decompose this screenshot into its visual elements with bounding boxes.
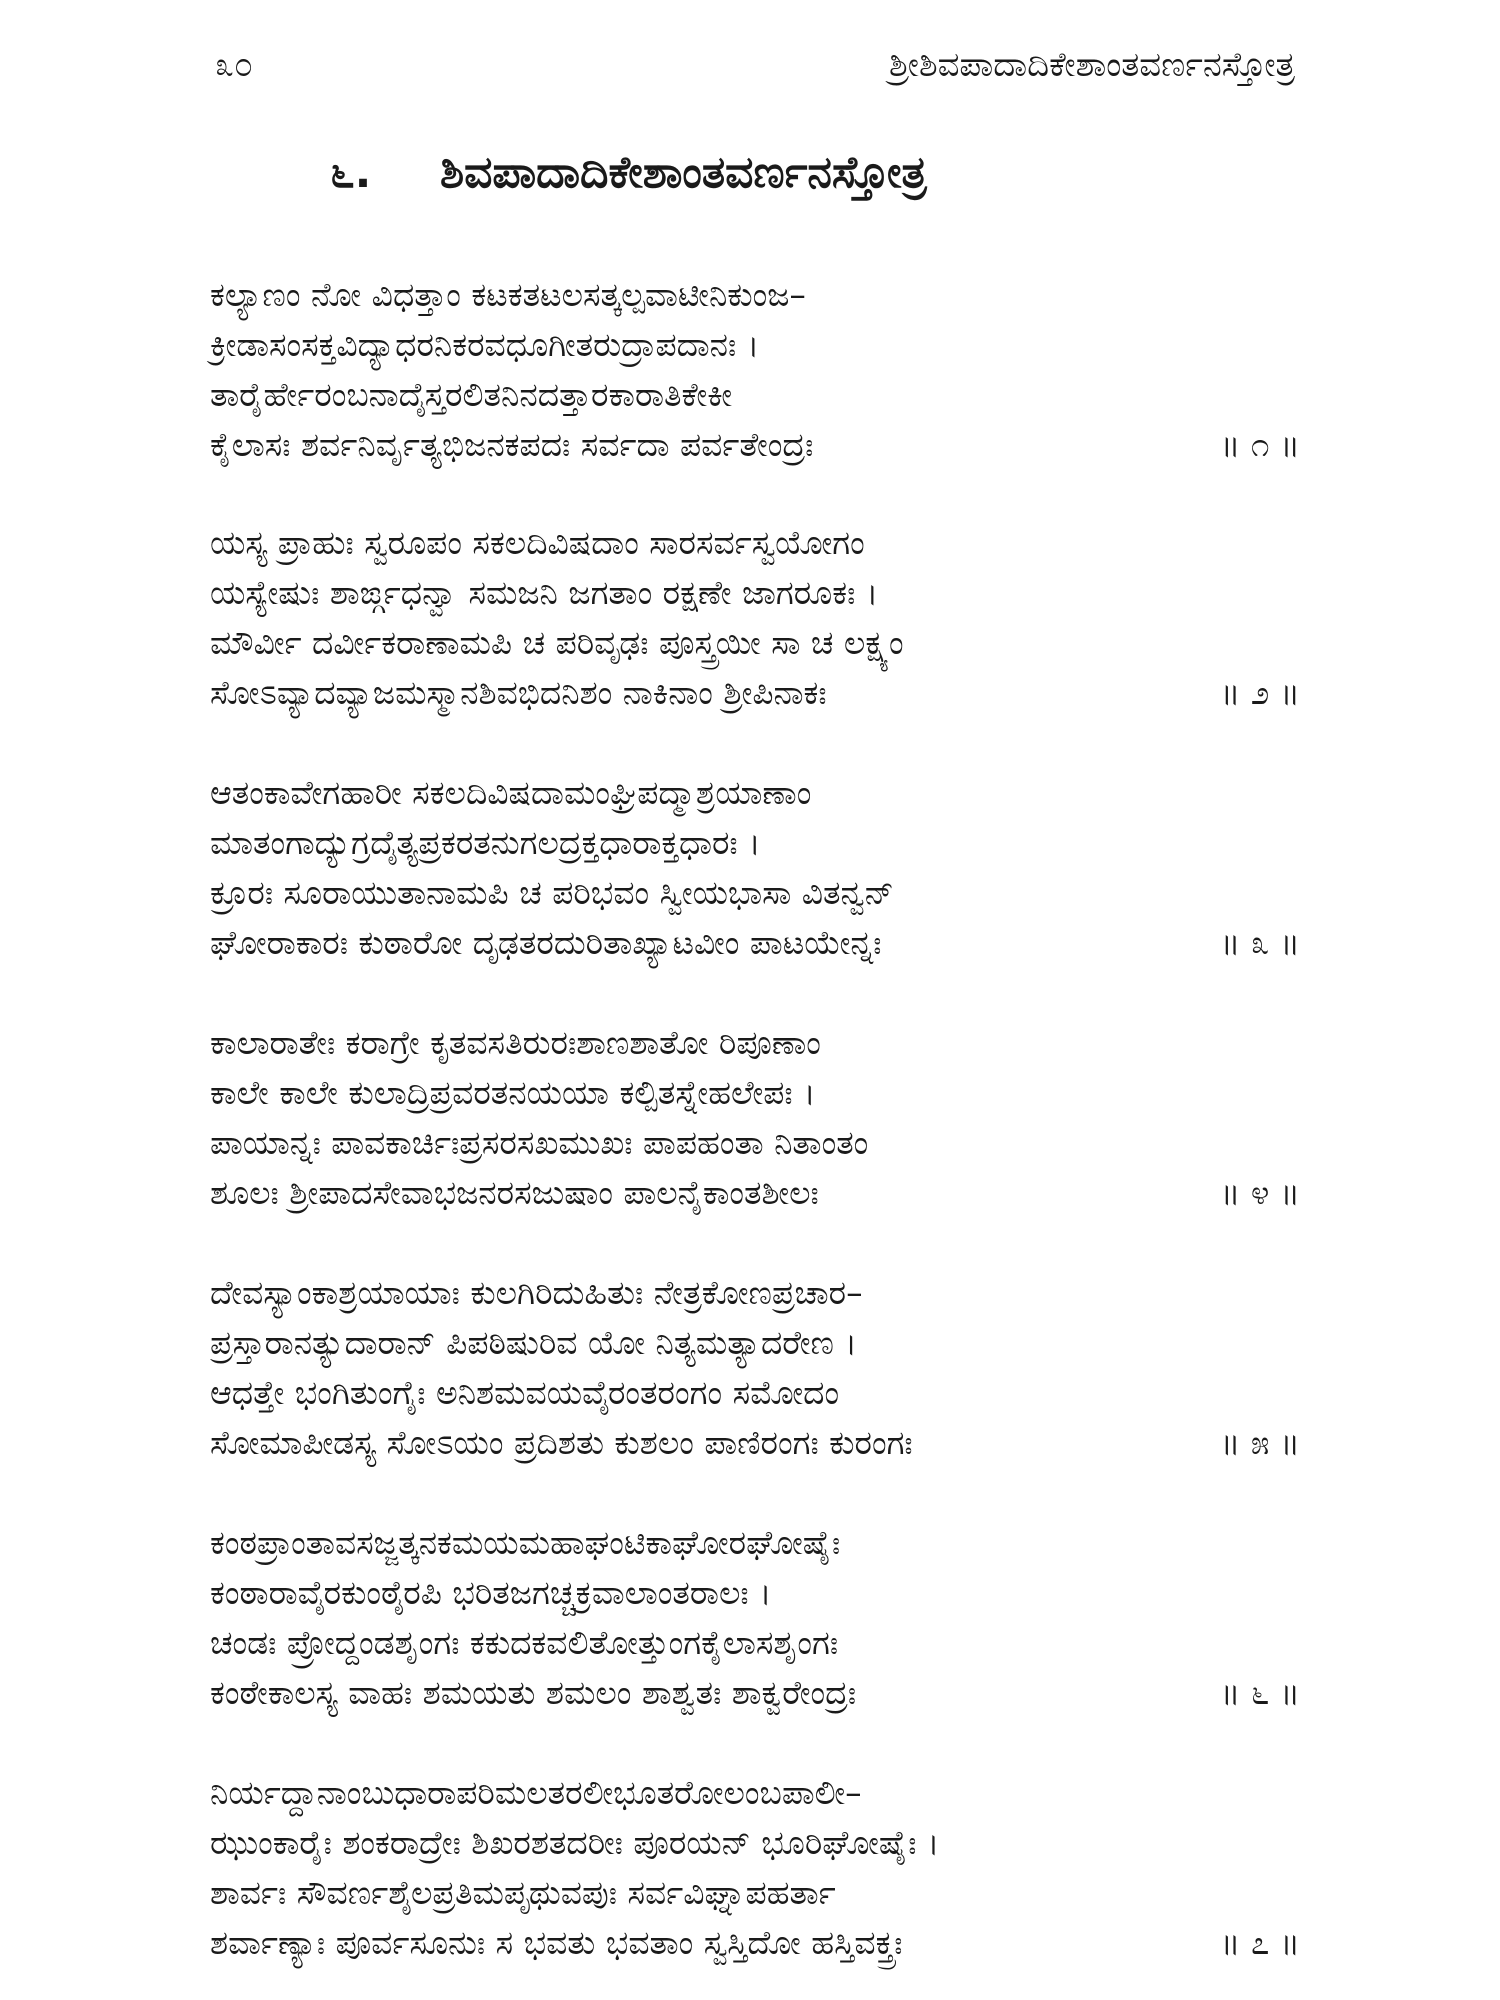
verse-line: ಕ್ರೀಡಾಸಂಸಕ್ತವಿದ್ಯಾಧರನಿಕರವಧೂಗೀತರುದ್ರಾಪದಾನಃ ।	[210, 325, 760, 364]
verse-line-last	[210, 1918, 1300, 1968]
verse-line: ಆಧತ್ತೇ ಭಂಗಿತುಂಗೈಃ ಅನಿಶಮವಯವೈರಂತರಂಗಂ ಸಮೋದಂ	[210, 1373, 840, 1412]
verse-line-last	[210, 420, 1300, 470]
page-number: ೩೦	[215, 45, 254, 85]
verse-4	[210, 1018, 1300, 1218]
verse-line: ಶಾರ್ವಃ ಸೌವರ್ಣಶೈಲಪ್ರತಿಮಪೃಥುವಪುಃ ಸರ್ವವಿಘ್ನಾಪಹರ್ತಾ	[210, 1873, 836, 1912]
verse-6	[210, 1518, 1300, 1718]
section-title: ಶಿವಪಾದಾದಿಕೇಶಾಂತವರ್ಣನಸ್ತೋತ್ರ	[440, 147, 927, 198]
verse-line: ಕಂಠಾರಾವೈರಕುಂಠೈರಪಿ ಭರಿತಜಗಚ್ಚಕ್ರವಾಲಾಂತರಾಲಃ ।	[210, 1573, 772, 1612]
verse-line-text: ಕೈಲಾಸಃ ಶರ್ವನಿರ್ವೃತ್ಯಭಿಜನಕಪದಃ ಸರ್ವದಾ ಪರ್ವತೇಂದ್ರಃ	[210, 425, 814, 464]
verse-line-last	[210, 918, 1300, 968]
verse-line-last	[210, 1168, 1300, 1218]
verse-line-text: ಶರ್ವಾಣ್ಯಾಃ ಪೂರ್ವಸೂನುಃ ಸ ಭವತು ಭವತಾಂ ಸ್ವಸ್ತಿದೋ ಹಸ್ತಿವಕ್ತ್ರಃ	[210, 1923, 903, 1962]
verse-line: ನಿರ್ಯದ್ದಾನಾಂಬುಧಾರಾಪರಿಮಲತರಲೀಭೂತರೋಲಂಬಪಾಲೀ–	[210, 1773, 862, 1812]
section-number: ೬.	[330, 147, 372, 198]
running-title: ಶ್ರೀಶಿವಪಾದಾದಿಕೇಶಾಂತವರ್ಣನಸ್ತೋತ್ರ	[889, 45, 1295, 85]
verse-line: ಕಾಲೇ ಕಾಲೇ ಕುಲಾದ್ರಿಪ್ರವರತನಯಯಾ ಕಲ್ಪಿತಸ್ನೇಹಲೇಪಃ ।	[210, 1073, 816, 1112]
verse-line: ಆತಂಕಾವೇಗಹಾರೀ ಸಕಲದಿವಿಷದಾಮಂಘ್ರಿಪದ್ಮಾಶ್ರಯಾಣಾಂ	[210, 773, 812, 812]
verse-number: ॥ ೭ ॥	[1220, 1923, 1300, 1962]
verse-line: ದೇವಸ್ಯಾಂಕಾಶ್ರಯಾಯಾಃ ಕುಲಗಿರಿದುಹಿತುಃ ನೇತ್ರಕೋಣಪ್ರಚಾರ–	[210, 1273, 863, 1312]
verse-line-last	[210, 1418, 1300, 1468]
verse-7	[210, 1768, 1300, 1968]
verse-line-text: ಸೋಽವ್ಯಾದವ್ಯಾಜಮಸ್ಮಾನಶಿವಭಿದನಿಶಂ ನಾಕಿನಾಂ ಶ್ರೀಪಿನಾಕಃ	[210, 673, 827, 712]
verse-1	[210, 270, 1300, 470]
verse-line-text: ಕಂಠೇಕಾಲಸ್ಯ ವಾಹಃ ಶಮಯತು ಶಮಲಂ ಶಾಶ್ವತಃ ಶಾಕ್ವರೇಂದ್ರಃ	[210, 1673, 857, 1712]
verse-line: ಪ್ರಸ್ತಾರಾನತ್ಯುದಾರಾನ್ ಪಿಪಠಿಷುರಿವ ಯೋ ನಿತ್ಯಮತ್ಯಾದರೇಣ ।	[210, 1323, 857, 1362]
verse-line: ಮೌರ್ವೀ ದರ್ವೀಕರಾಣಾಮಪಿ ಚ ಪರಿವೃಢಃ ಪೂಸ್ತ್ರಯೀ ಸಾ ಚ ಲಕ್ಷ್ಯಂ	[210, 623, 904, 662]
verse-line-last	[210, 1668, 1300, 1718]
verse-number: ॥ ೨ ॥	[1220, 673, 1300, 712]
verse-number: ॥ ೪ ॥	[1220, 1173, 1300, 1212]
verse-line-last	[210, 668, 1300, 718]
verse-line: ತಾರೈರ್ಹೇರಂಬನಾದೈಸ್ತರಲಿತನಿನದತ್ತಾರಕಾರಾತಿಕೇಕೀ	[210, 375, 733, 414]
verse-5	[210, 1268, 1300, 1468]
verse-line: ಯಸ್ಯ ಪ್ರಾಹುಃ ಸ್ವರೂಪಂ ಸಕಲದಿವಿಷದಾಂ ಸಾರಸರ್ವಸ್ವಯೋಗಂ	[210, 523, 865, 562]
verse-line-text: ಶೂಲಃ ಶ್ರೀಪಾದಸೇವಾಭಜನರಸಜುಷಾಂ ಪಾಲನೈಕಾಂತಶೀಲಃ	[210, 1173, 819, 1212]
verse-line: ಝುಂಕಾರೈಃ ಶಂಕರಾದ್ರೇಃ ಶಿಖರಶತದರೀಃ ಪೂರಯನ್ ಭೂರಿಘೋಷೈಃ ।	[210, 1823, 940, 1862]
verse-line: ಚಂಡಃ ಪ್ರೋದ್ದಂಡಶೃಂಗಃ ಕಕುದಕವಲಿತೋತ್ತುಂಗಕೈಲಾಸಶೃಂಗಃ	[210, 1623, 839, 1662]
verse-number: ॥ ೧ ॥	[1220, 425, 1300, 464]
section-heading	[0, 138, 1500, 208]
verse-number: ॥ ೬ ॥	[1220, 1673, 1300, 1712]
verse-line: ಕಂಠಪ್ರಾಂತಾವಸಜ್ಜತ್ಕನಕಮಯಮಹಾಘಂಟಿಕಾಘೋರಘೋಷೈಃ	[210, 1523, 841, 1562]
verse-line: ಕ್ರೂರಃ ಸೂರಾಯುತಾನಾಮಪಿ ಚ ಪರಿಭವಂ ಸ್ವೀಯಭಾಸಾ ವಿತನ್ವನ್	[210, 873, 894, 912]
verse-line: ಕಲ್ಯಾಣಂ ನೋ ವಿಧತ್ತಾಂ ಕಟಕತಟಲಸತ್ಕಲ್ಪವಾಟೀನಿಕುಂಜ–	[210, 275, 806, 314]
verse-number: ॥ ೫ ॥	[1220, 1423, 1300, 1462]
verse-line-text: ಸೋಮಾಪೀಡಸ್ಯ ಸೋಽಯಂ ಪ್ರದಿಶತು ಕುಶಲಂ ಪಾಣಿರಂಗಃ ಕುರಂಗಃ	[210, 1423, 913, 1462]
verse-line-text: ಘೋರಾಕಾರಃ ಕುಠಾರೋ ದೃಢತರದುರಿತಾಖ್ಯಾಟವೀಂ ಪಾಟಯೇನ್ನಃ	[210, 923, 882, 962]
verse-number: ॥ ೩ ॥	[1220, 923, 1300, 962]
verse-2	[210, 518, 1300, 718]
verse-line: ಮಾತಂಗಾದ್ಯುಗ್ರದೈತ್ಯಪ್ರಕರತನುಗಲದ್ರಕ್ತಧಾರಾಕ್ತಧಾರಃ ।	[210, 823, 761, 862]
verse-line: ಕಾಲಾರಾತೇಃ ಕರಾಗ್ರೇ ಕೃತವಸತಿರುರಃಶಾಣಶಾತೋ ರಿಪೂಣಾಂ	[210, 1023, 821, 1062]
verse-line: ಪಾಯಾನ್ನಃ ಪಾವಕಾರ್ಚಿಃಪ್ರಸರಸಖಮುಖಃ ಪಾಪಹಂತಾ ನಿತಾಂತಂ	[210, 1123, 869, 1162]
running-head	[215, 40, 1295, 90]
verse-3	[210, 768, 1300, 968]
verse-line: ಯಸ್ಯೇಷುಃ ಶಾರ್ಙ್ಗಧನ್ವಾ ಸಮಜನಿ ಜಗತಾಂ ರಕ್ಷಣೇ ಜಾಗರೂಕಃ ।	[210, 573, 879, 612]
